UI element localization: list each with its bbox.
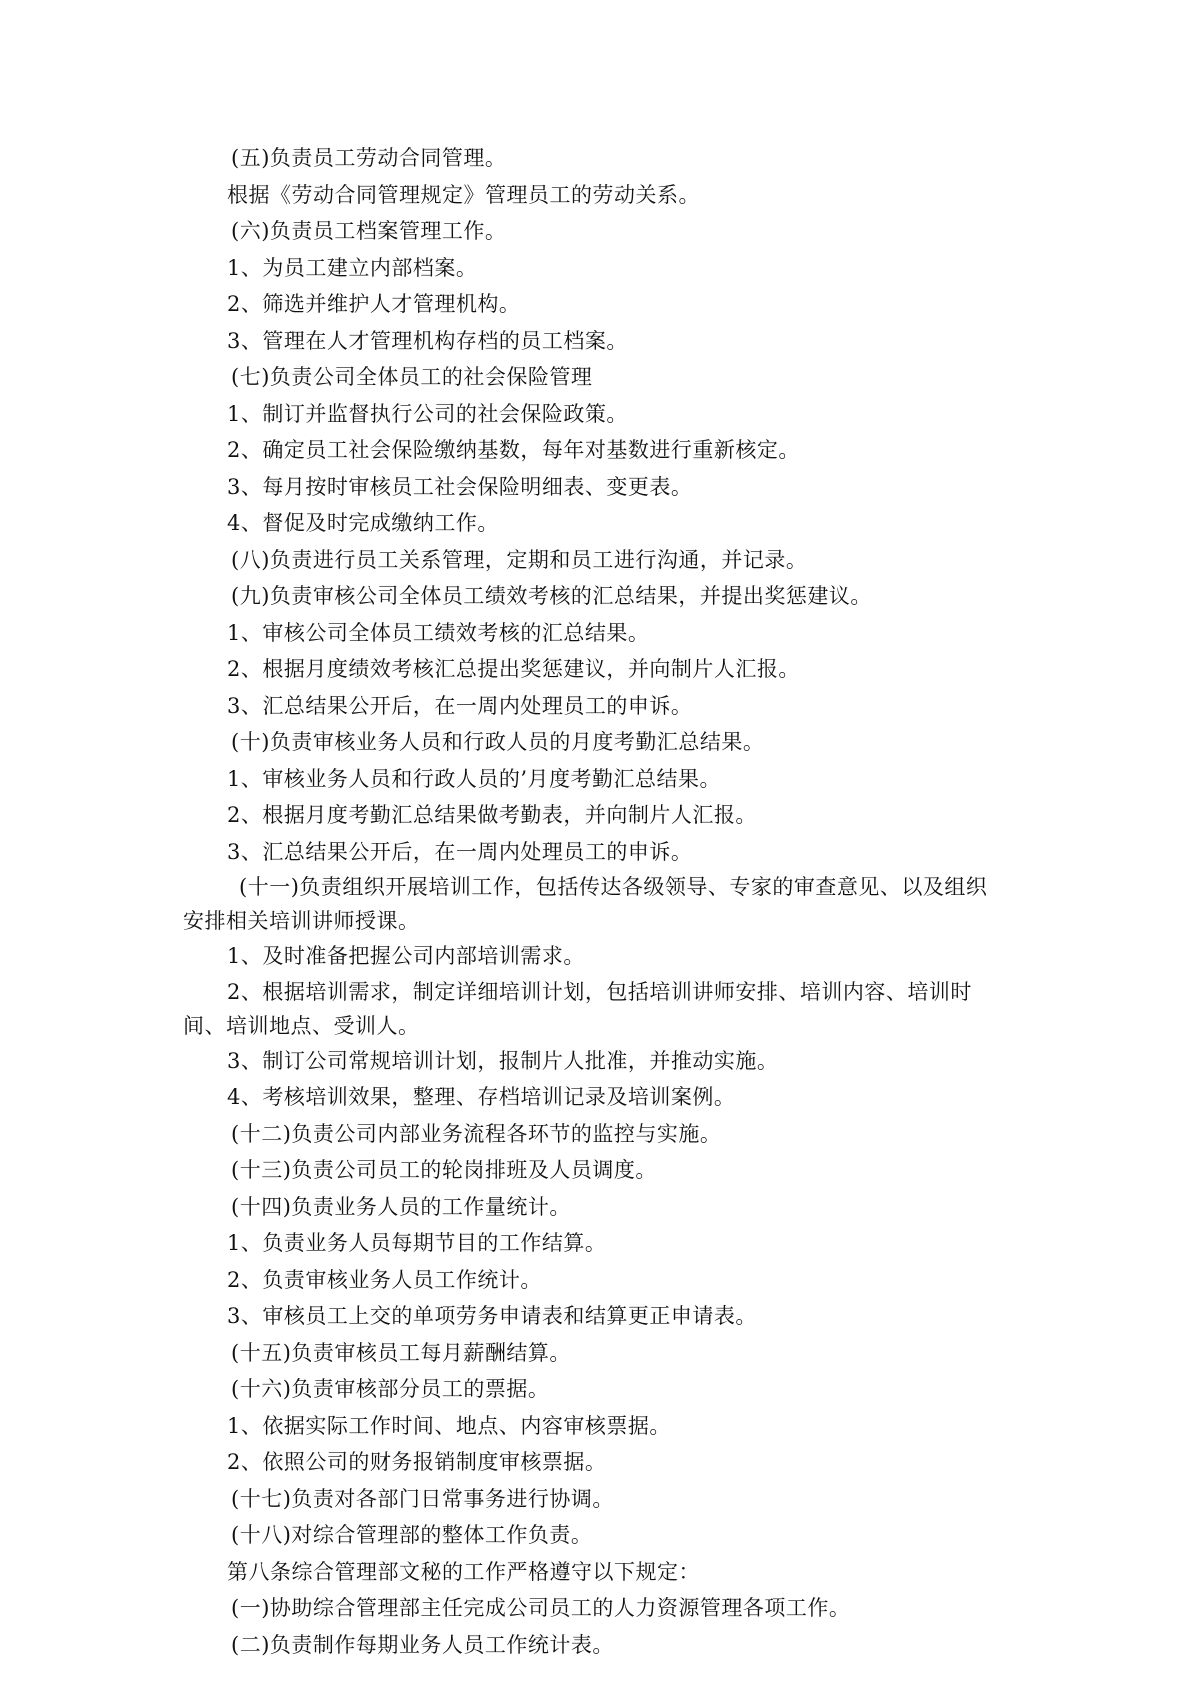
section-heading: (六)负责员工档案管理工作。 (231, 219, 507, 243)
list-item: 2、根据月度考勤汇总结果做考勤表，并向制片人汇报。 (227, 803, 757, 827)
section-heading: (十三)负责公司员工的轮岗排班及人员调度。 (231, 1158, 657, 1182)
list-item: 1、为员工建立内部档案。 (227, 255, 478, 280)
section-heading: (十八)对综合管理部的整体工作负责。 (231, 1523, 593, 1547)
list-item: 3、制订公司常规培训计划，报制片人批准，并推动实施。 (227, 1048, 779, 1073)
section-heading: (十)负责审核业务人员和行政人员的月度考勤汇总结果。 (231, 730, 765, 754)
list-item: 2、负责审核业务人员工作统计。 (227, 1267, 542, 1292)
section-heading-wrapped: (十一)负责组织开展培训工作，包括传达各级领导、专家的审查意见、以及组织安排相关培训讲师授课。 (183, 875, 988, 933)
list-item: 3、管理在人才管理机构存档的员工档案。 (227, 328, 628, 353)
list-item-wrapped: 2、根据培训需求，制定详细培训计划，包括培训讲师安排、培训内容、培训时间、培训地点、受训人。 (183, 979, 972, 1038)
list-item: 1、制订并监督执行公司的社会保险政策。 (227, 401, 628, 426)
list-item: 2、根据月度绩效考核汇总提出奖惩建议，并向制片人汇报。 (227, 657, 800, 681)
section-heading: (二)负责制作每期业务人员工作统计表。 (231, 1632, 614, 1657)
list-item: 1、审核公司全体员工绩效考核的汇总结果。 (227, 620, 650, 645)
list-item: 1、及时准备把握公司内部培训需求。 (227, 944, 585, 968)
list-item: 1、负责业务人员每期节目的工作结算。 (227, 1231, 607, 1255)
section-heading: (一)协助综合管理部主任完成公司员工的人力资源管理各项工作。 (231, 1596, 851, 1620)
list-item: 2、筛选并维护人才管理机构。 (227, 292, 521, 316)
list-item: 2、确定员工社会保险缴纳基数，每年对基数进行重新核定。 (227, 438, 800, 462)
section-heading: (五)负责员工劳动合同管理。 (231, 146, 507, 170)
section-heading: (十六)负责审核部分员工的票据。 (231, 1377, 550, 1401)
list-item: 4、考核培训效果，整理、存档培训记录及培训案例。 (227, 1085, 736, 1109)
section-heading: (十七)负责对各部门日常事务进行协调。 (231, 1486, 614, 1511)
document-body (183, 140, 1013, 1663)
section-heading: (十四)负责业务人员的工作量统计。 (231, 1194, 571, 1219)
list-item: 2、依照公司的财务报销制度审核票据。 (227, 1450, 607, 1474)
list-item: 4、督促及时完成缴纳工作。 (227, 511, 499, 535)
section-heading: (七)负责公司全体员工的社会保险管理 (231, 365, 593, 389)
list-item: 1、依据实际工作时间、地点、内容审核票据。 (227, 1413, 671, 1438)
list-item: 3、每月按时审核员工社会保险明细表、变更表。 (227, 474, 693, 499)
list-item: 1、审核业务人员和行政人员的’月度考勤汇总结果。 (227, 766, 722, 791)
list-item: 3、汇总结果公开后，在一周内处理员工的申诉。 (227, 839, 693, 864)
list-item: 3、审核员工上交的单项劳务申请表和结算更正申请表。 (227, 1304, 757, 1328)
section-heading: (十五)负责审核员工每月薪酬结算。 (231, 1340, 571, 1365)
paragraph: 根据《劳动合同管理规定》管理员工的劳动关系。 (227, 182, 700, 207)
section-heading: (九)负责审核公司全体员工绩效考核的汇总结果，并提出奖惩建议。 (231, 584, 872, 608)
section-heading: (十二)负责公司内部业务流程各环节的监控与实施。 (231, 1121, 722, 1146)
list-item: 3、汇总结果公开后，在一周内处理员工的申诉。 (227, 693, 693, 718)
section-heading: (八)负责进行员工关系管理，定期和员工进行沟通，并记录。 (231, 547, 808, 572)
article-paragraph: 第八条综合管理部文秘的工作严格遵守以下规定： (227, 1559, 700, 1584)
